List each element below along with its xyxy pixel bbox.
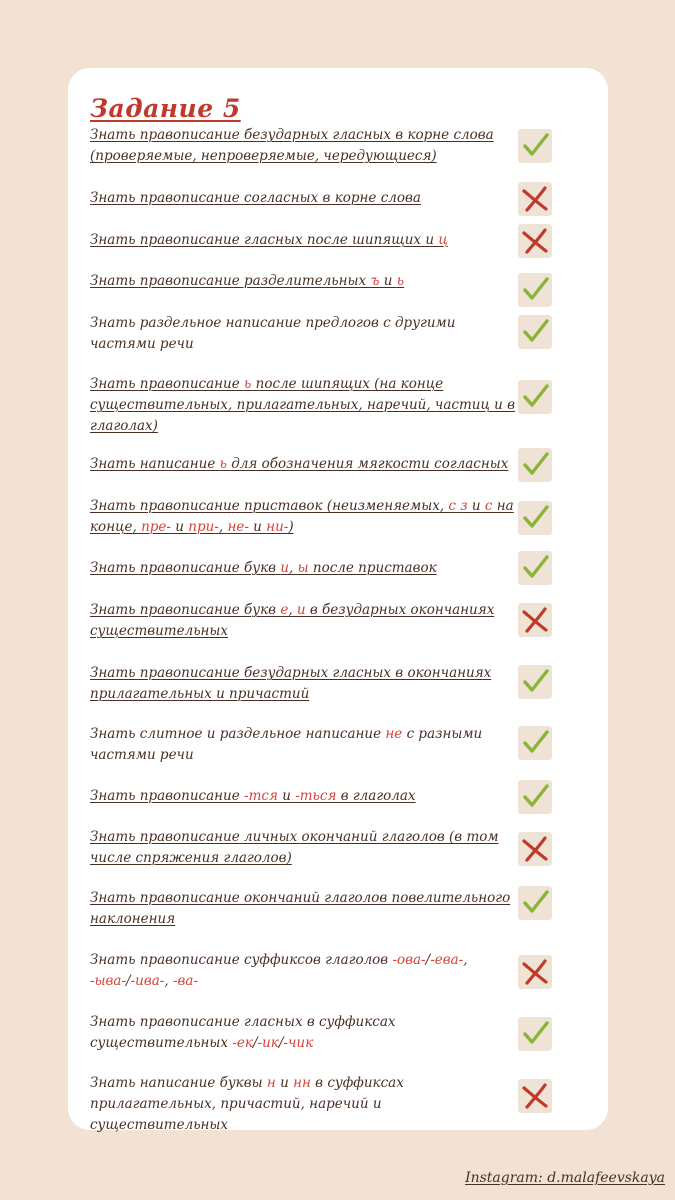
highlighted-letters: с [448,498,456,514]
page-title: Задание 5 [90,94,241,123]
checklist-item-text [90,230,515,251]
highlighted-letters: -чик [283,1035,314,1051]
instagram-handle[interactable]: Instagram: d.malafeevskaya [465,1170,665,1186]
checklist-item-text [90,496,515,538]
highlighted-letters: не [385,726,403,742]
item-label: после шипящих (на конце существительных, прилагательных, наречий, частиц и в глаголах) [90,376,515,434]
check-icon[interactable] [518,780,552,814]
item-label: Знать правописание безударных гласных в корне слова (проверяемые, непроверяемые, чередующиеся) [90,127,494,164]
item-label: и [248,519,267,535]
checklist-item-text [90,724,515,766]
check-icon[interactable] [518,726,552,760]
highlighted-letters: ни- [266,519,289,535]
highlighted-letters: -ек [232,1035,253,1051]
check-icon[interactable] [518,273,552,307]
checklist-item-text [90,454,515,475]
checklist-item-text [90,188,515,209]
check-icon[interactable] [518,886,552,920]
highlighted-letters: -ова- [392,952,426,968]
item-label: и [277,788,296,804]
highlighted-letters: ы [297,560,309,576]
highlighted-letters: и [280,560,290,576]
item-label: , [288,602,297,618]
checklist-item-text [90,271,515,292]
highlighted-letters: пре- [141,519,171,535]
check-icon[interactable] [518,315,552,349]
item-label: с разными частями речи [90,726,483,763]
check-icon[interactable] [518,1017,552,1051]
item-label: в глаголах [336,788,416,804]
cross-icon[interactable] [518,182,552,216]
item-label: , [164,973,173,989]
checklist-item-text [90,313,515,355]
item-label: / [278,1035,284,1051]
item-label: Знать правописание гласных после шипящих и [90,232,439,248]
highlighted-letters: с [484,498,493,514]
highlighted-letters: и [296,602,306,618]
checklist-item-text [90,1012,515,1054]
item-label: ) [288,519,294,535]
item-label: Знать раздельное написание предлогов с другими частями речи [90,315,456,352]
highlighted-letters: ь [396,273,405,289]
item-label: Знать правописание букв [90,602,281,618]
check-icon[interactable] [518,665,552,699]
item-label: Знать правописание согласных в корне слова [90,190,421,206]
highlighted-letters: ь [244,376,252,392]
cross-icon[interactable] [518,1079,552,1113]
item-label: Знать правописание суффиксов глаголов [90,952,393,968]
item-label: / [252,1035,258,1051]
check-icon[interactable] [518,501,552,535]
highlighted-letters: -ыва- [90,973,127,989]
checklist-item-text [90,663,515,705]
item-label: и [170,519,189,535]
item-label: и [467,498,485,514]
cross-icon[interactable] [518,224,552,258]
item-label: после приставок [308,560,437,576]
highlighted-letters: -ва- [172,973,198,989]
item-label: / [425,952,431,968]
check-icon[interactable] [518,380,552,414]
item-label: Знать правописание личных окончаний глаголов (в том числе спряжения глаголов) [90,829,499,866]
checklist-item-text [90,600,515,642]
checklist-item-text [90,950,515,992]
item-label: в суффиксах прилагательных, причастий, наречий и существительных [90,1075,404,1133]
highlighted-letters: -ик [257,1035,279,1051]
item-label: , [463,952,468,968]
item-label: Знать правописание приставок (неизменяемых, [90,498,449,514]
item-label: Знать написание [90,456,220,472]
checklist-item-text [90,374,515,437]
item-label: Знать правописание гласных в суффиксах существительных [90,1014,396,1051]
checklist-item-text [90,1073,515,1136]
item-label: для обозначения мягкости согласных [226,456,509,472]
highlighted-letters: н [266,1075,276,1091]
item-label: Знать правописание [90,376,245,392]
item-label: Знать правописание букв [90,560,281,576]
check-icon[interactable] [518,448,552,482]
highlighted-letters: -тся [244,788,278,804]
cross-icon[interactable] [518,603,552,637]
check-icon[interactable] [518,129,552,163]
item-label: Знать правописание безударных гласных в окончаниях прилагательных и причастий [90,665,492,702]
item-label: Знать правописание [90,788,245,804]
check-icon[interactable] [518,551,552,585]
checklist-item-text [90,125,515,167]
item-label: и [275,1075,294,1091]
checklist-item-text [90,786,515,807]
highlighted-letters: при- [188,519,219,535]
highlighted-letters: ъ [370,273,380,289]
item-label: на конце, [90,498,514,535]
checklist-card [68,68,608,1133]
highlighted-letters: е [280,602,289,618]
item-label: Знать написание буквы [90,1075,267,1091]
highlighted-letters: нн [293,1075,311,1091]
item-label: Знать правописание разделительных [90,273,371,289]
highlighted-letters: з [460,498,468,514]
highlighted-letters: -ться [295,788,337,804]
item-label: / [126,973,131,989]
checklist-item-text [90,558,515,579]
item-label: , [218,519,228,535]
highlighted-letters: -ива- [130,973,165,989]
checklist-item-text [90,888,515,930]
highlighted-letters: ц [438,232,448,248]
item-label: , [289,560,298,576]
cross-icon[interactable] [518,832,552,866]
item-label: Знать правописание окончаний глаголов повелительного наклонения [90,890,511,927]
highlighted-letters: -ева- [430,952,464,968]
item-label: и [379,273,397,289]
item-label: в безударных окончаниях существительных [90,602,495,639]
item-label: Знать слитное и раздельное написание [90,726,386,742]
cross-icon[interactable] [518,955,552,989]
highlighted-letters: не- [227,519,249,535]
highlighted-letters: ь [219,456,227,472]
checklist-item-text [90,827,515,869]
